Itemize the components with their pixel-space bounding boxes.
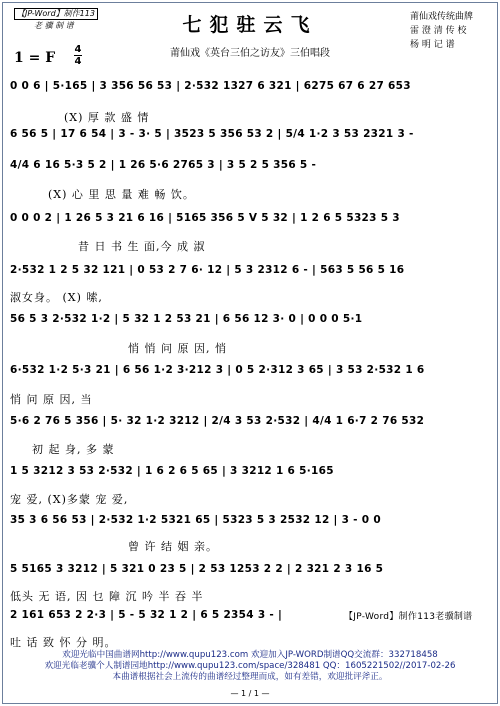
credits-block: [410, 10, 482, 52]
lyric-row: 曾 许 结 姻 亲。: [128, 540, 218, 553]
footer-line: 欢迎光临老骥个人制谱园地http://www.qupu123.com/space/328481 QQ：1605221502//2017-02-26: [44, 661, 456, 671]
notation-row: 6 56 5 | 17 6 54 | 3 - 3· 5 | 3523 5 356 53 2 | 5/4 1·2 3 53 2321 3 -: [10, 128, 414, 140]
notation-row: 0 0 0 2 | 1 26 5 3 21 6 16 | 5165 356 5 V 5 32 | 1 2 6 5 5323 5 3: [10, 212, 400, 224]
notation-row: 6·532 1·2 5·3 21 | 6 56 1·2 3·212 3 | 0 5 2·312 3 65 | 3 53 2·532 1 6: [10, 364, 425, 376]
notation-row: 2·532 1 2 5 32 121 | 0 53 2 7 6· 12 | 5 3 2312 6 - | 563 5 56 5 16: [10, 264, 405, 276]
notation-row: 5 5165 3 3212 | 5 321 0 23 5 | 2 53 1253 2 2 | 2 321 2 3 16 5: [10, 563, 384, 575]
notation-row: 5·6 2 76 5 356 | 5· 32 1·2 3212 | 2/4 3 53 2·532 | 4/4 1 6·7 2 76 532: [10, 415, 425, 427]
notation-row: 35 3 6 56 53 | 2·532 1·2 5321 65 | 5323 5 3 2532 12 | 3 - 0 0: [10, 514, 381, 526]
lyric-row: 悄 问 原 因, 当: [10, 393, 93, 406]
lyric-row: (X) 厚 款 盛 情: [64, 111, 150, 124]
jp-word-badge: 【JP-Word】制作113: [14, 8, 98, 20]
footer-line: 本曲谱根据社会上流传的曲谱经过整理而成，如有差错，欢迎批评斧正。: [112, 672, 388, 682]
lyric-row: 宠 爱, (X)多蒙 宠 爱,: [10, 493, 129, 506]
notation-row: 0 0 6 | 5·165 | 3 356 56 53 | 2·532 1327 6 321 | 6275 67 6 27 653: [10, 80, 411, 92]
notation-row: 4/4 6 16 5·3 5 2 | 1 26 5·6 2765 3 | 3 5 2 5 356 5 -: [10, 159, 317, 171]
credit-line: 杨 明 记 谱: [410, 40, 455, 50]
notation-row: 1 5 3212 3 53 2·532 | 1 6 2 6 5 65 | 3 3212 1 6 5·165: [10, 465, 334, 477]
time-signature: [74, 44, 82, 67]
key-signature: 1 = F: [14, 50, 56, 66]
credit-line: 莆仙戏传统曲牌: [410, 12, 474, 22]
lyric-row: 低头 无 语, 因 乜 障 沉 吟 半 吞 半: [10, 590, 204, 603]
footer-line: 欢迎光临中国曲谱网http://www.qupu123.com 欢迎加入JP-WORD制谱QQ交流群：332718458: [62, 650, 438, 660]
lyric-row: 初 起 身, 多 蒙: [32, 443, 115, 456]
lyric-row: 悄 悄 问 原 因, 悄: [128, 342, 227, 355]
time-denominator: 4: [74, 56, 82, 67]
lyric-row: 昔 日 书 生 面,今 成 淑: [78, 240, 206, 253]
lyric-row: 吐 话 致 怀 分 明。: [10, 636, 117, 649]
notation-row: 56 5 3 2·532 1·2 | 5 32 1 2 53 21 | 6 56 12 3· 0 | 0 0 0 5·1: [10, 313, 363, 325]
song-subtitle: 莆仙戏《英台三伯之访友》三伯唱段: [170, 48, 330, 59]
arranger-label: 老 骥 制 谱: [34, 21, 74, 30]
jp-word-tag: 【JP-Word】制作113老骥制谱: [344, 612, 473, 622]
page-number: — 1 / 1 —: [230, 689, 270, 698]
notation-row: 2 161 653 2 2·3 | 5 - 5 32 1 2 | 6 5 2354 3 - |: [10, 609, 283, 621]
song-title: 七犯驻云飞: [182, 14, 318, 36]
time-numerator: 4: [74, 44, 82, 55]
credit-line: 雷 澄 清 传 校: [410, 26, 467, 36]
lyric-row: (X) 心 里 思 量 难 畅 饮。: [48, 188, 195, 201]
lyric-row: 淑女身。 (X) 嗦,: [10, 291, 103, 304]
